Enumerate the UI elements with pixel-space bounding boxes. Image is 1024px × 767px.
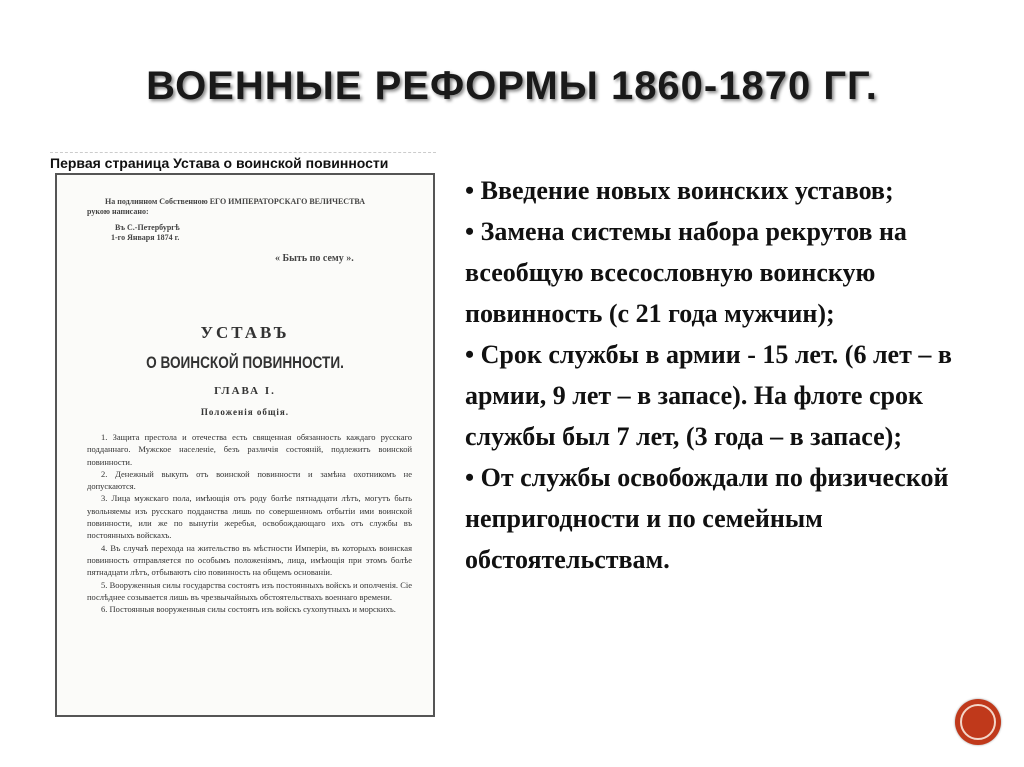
doc-header-line1: На подлинном Собственною ЕГО ИМПЕРАТОРСКАГО ВЕЛИЧЕСТВА bbox=[105, 197, 366, 206]
doc-paragraph: 1. Защита престола и отечества есть священная обязанность каждаго русскаго подданнаго. Мужское населеніе, безъ различія состояній, подлежитъ воинской повинности. bbox=[87, 432, 412, 467]
doc-title2: О ВОИНСКОЙ ПОВИННОСТИ. bbox=[146, 353, 344, 372]
doc-resolution: « Быть по сему ». bbox=[275, 253, 354, 264]
doc-paragraph: 6. Постоянныя вооруженныя силы состоятъ изъ войскъ сухопутныхъ и морскихъ. bbox=[101, 604, 396, 615]
doc-section: Положенія общія. bbox=[200, 407, 290, 417]
bullet-item: • Срок службы в армии - 15 лет. (6 лет – в армии, 9 лет – в запасе). На флоте срок службы был 7 лет, (3 года – в запасе); bbox=[465, 340, 952, 451]
doc-date: 1-го Января 1874 г. bbox=[111, 233, 180, 242]
slide-decoration-circle-icon bbox=[955, 699, 1001, 745]
document-page bbox=[55, 173, 435, 717]
bullet-list bbox=[465, 170, 965, 580]
doc-paragraph: 5. Вооруженныя силы государства состоятъ изъ постоянныхъ войскъ и ополченія. Сіе послѣднее созывается лишь въ чрезвычайныхъ обстоятельствахъ военнаго времени. bbox=[87, 579, 412, 602]
slide-title: ВОЕННЫЕ РЕФОРМЫ 1860-1870 ГГ. bbox=[146, 64, 878, 108]
doc-paragraphs bbox=[87, 431, 412, 615]
bullet-item: • Замена системы набора рекрутов на всеобщую всесословную воинскую повинность (с 21 года мужчин); bbox=[465, 217, 907, 328]
doc-paragraph: 3. Лица мужскаго пола, имѣющія отъ роду болѣе пятнадцати лѣтъ, могутъ быть увольняемы изъ русскаго подданства лишь по совершенномъ отбытіи ими воинской повинности, или же по вынутіи жеребья, освобождающаго ихъ отъ службы въ постоянныхъ войскахъ. bbox=[87, 493, 412, 541]
document-image bbox=[50, 148, 436, 720]
doc-paragraph: 2. Денежный выкупъ отъ воинской повинности и замѣна охотникомъ не допускаются. bbox=[87, 468, 412, 492]
bullet-item: • Введение новых воинских уставов; bbox=[465, 176, 894, 205]
doc-header-line2: рукою написано: bbox=[87, 207, 149, 216]
bullet-item: • От службы освобождали по физической непригодности и по семейным обстоятельствам. bbox=[465, 463, 949, 574]
document-caption: Первая страница Устава о воинской повинности bbox=[50, 152, 436, 171]
doc-title1: УСТАВЪ bbox=[200, 323, 290, 342]
doc-chapter: ГЛАВА I. bbox=[214, 385, 276, 397]
doc-place: Въ С.-Петербургѣ bbox=[115, 223, 180, 232]
doc-paragraph: 4. Въ случаѣ перехода на жительство въ мѣстности Имперіи, въ которыхъ воинская повинность отправляется по особымъ положеніямъ, лица, имѣющія при этомъ болѣе пятнадцати лѣтъ, отбываютъ сію повинность на общемъ основаніи. bbox=[87, 542, 412, 578]
